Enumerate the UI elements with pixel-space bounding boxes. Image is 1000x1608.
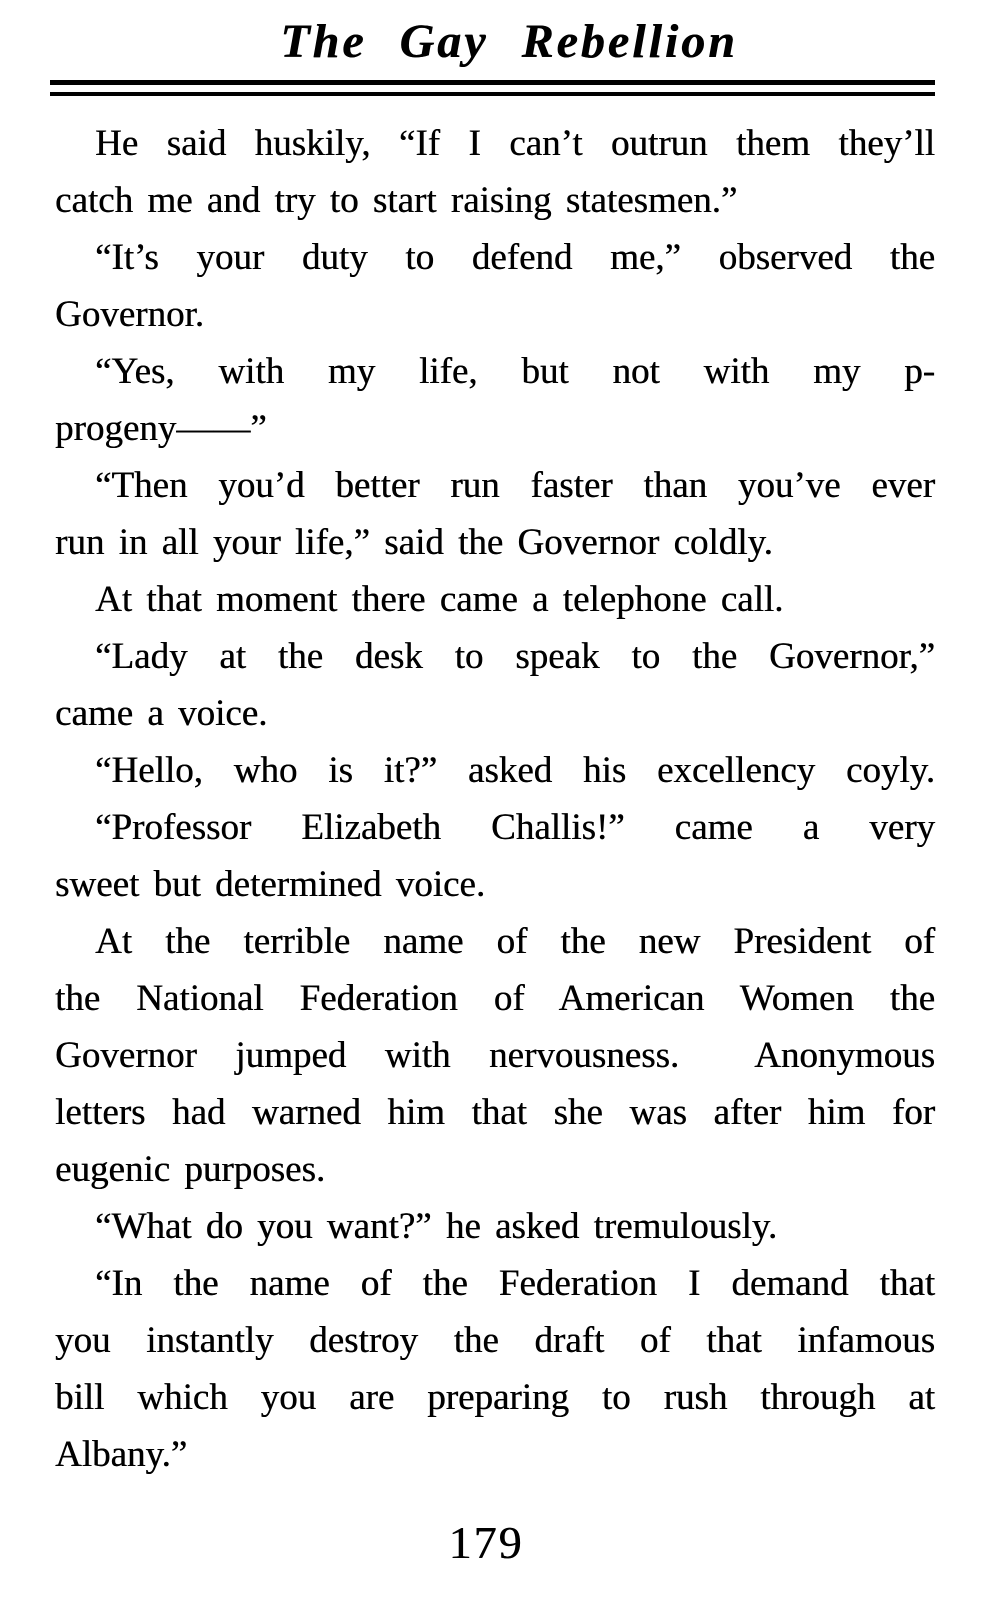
page-number: 179 — [448, 1517, 524, 1568]
text-line: eugenic purposes. — [55, 1149, 326, 1190]
text-line: “What do you want?” he asked tremulously. — [95, 1206, 778, 1247]
body-text — [55, 115, 935, 1483]
text-line: “Hello, who is it?” asked his excellency coyly. — [95, 750, 935, 791]
text-line: At that moment there came a telephone call. — [95, 579, 784, 620]
text-line: “Then you’d better run faster than you’ve ever — [95, 465, 935, 506]
text-line: progeny——” — [55, 408, 267, 449]
text-line: you instantly destroy the draft of that infamous — [55, 1320, 935, 1361]
text-line: He said huskily, “If I can’t outrun them they’ll — [95, 123, 935, 164]
text-line: “Lady at the desk to speak to the Governor,” — [95, 636, 935, 677]
text-line: “In the name of the Federation I demand that — [95, 1263, 935, 1304]
text-line: sweet but determined voice. — [55, 864, 486, 905]
text-line: Governor jumped with nervousness. Anonymous — [55, 1035, 935, 1076]
text-line: the National Federation of American Women the — [55, 978, 935, 1019]
running-head-title: The Gay Rebellion — [280, 15, 738, 68]
header-rule-top — [50, 80, 935, 85]
text-line: “It’s your duty to defend me,” observed the — [95, 237, 935, 278]
text-line: At the terrible name of the new President of — [95, 921, 935, 962]
text-line: came a voice. — [55, 693, 268, 734]
header-rule-bottom — [50, 92, 935, 96]
text-line: bill which you are preparing to rush through at — [55, 1377, 935, 1418]
text-line: run in all your life,” said the Governor coldly. — [55, 522, 773, 563]
text-line: letters had warned him that she was after him for — [55, 1092, 935, 1133]
text-line: Governor. — [55, 294, 204, 335]
text-line: “Professor Elizabeth Challis!” came a very — [95, 807, 935, 848]
text-line: catch me and try to start raising statesmen.” — [55, 180, 738, 221]
text-line: Albany.” — [55, 1434, 188, 1475]
text-line: “Yes, with my life, but not with my p- — [95, 351, 935, 392]
